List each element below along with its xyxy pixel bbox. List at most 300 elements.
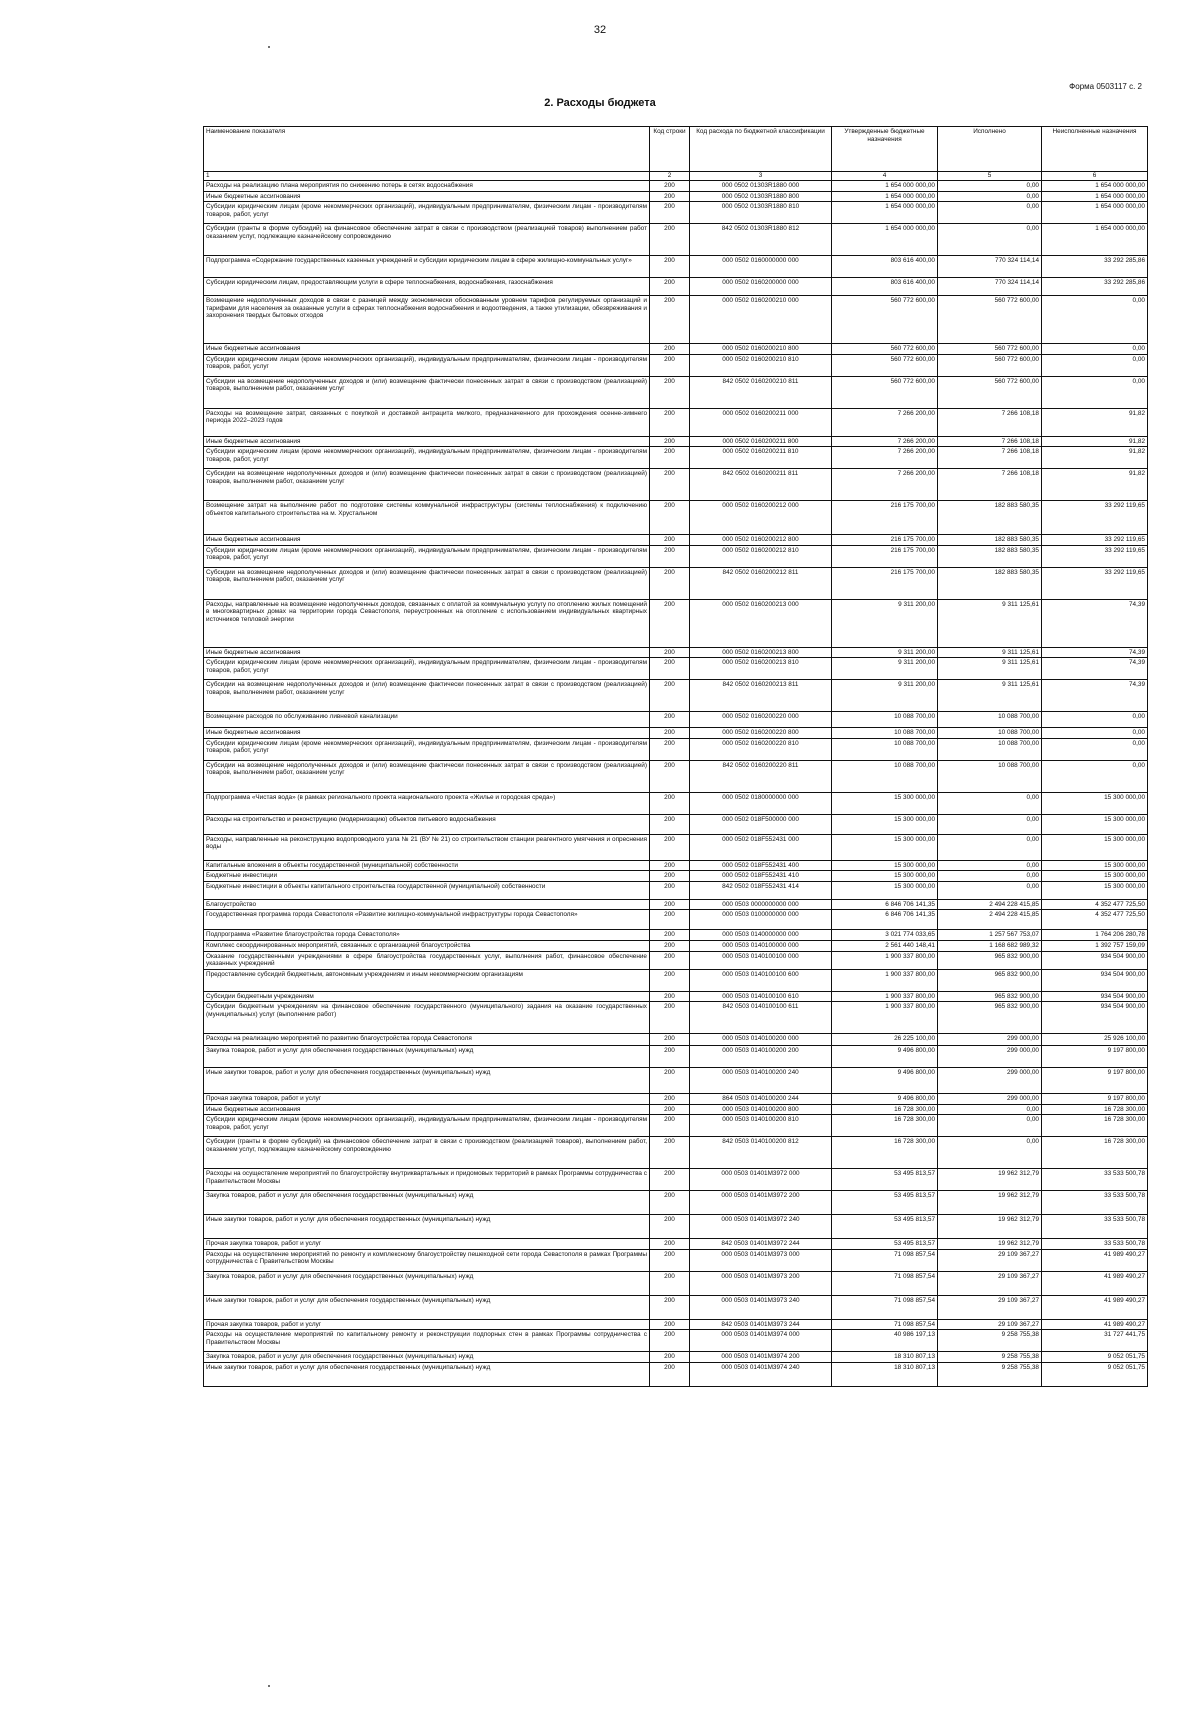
row-remaining: 33 292 285,86 — [1042, 256, 1148, 278]
row-remaining: 4 352 477 725,50 — [1042, 910, 1148, 930]
row-approved: 15 300 000,00 — [832, 834, 938, 860]
row-approved: 560 772 600,00 — [832, 296, 938, 344]
row-remaining: 41 989 490,27 — [1042, 1249, 1148, 1271]
row-remaining: 74,39 — [1042, 599, 1148, 647]
table-row — [204, 951, 1148, 969]
table-row — [204, 224, 1148, 256]
row-approved: 803 616 400,00 — [832, 278, 938, 296]
row-approved: 15 300 000,00 — [832, 814, 938, 834]
table-row — [204, 991, 1148, 1002]
row-name: Закупка товаров, работ и услуг для обеспечения государственных (муниципальных) нужд — [204, 1191, 650, 1215]
row-approved: 9 496 800,00 — [832, 1046, 938, 1068]
row-approved: 1 900 337 800,00 — [832, 991, 938, 1002]
row-approved: 71 098 857,54 — [832, 1271, 938, 1295]
table-row — [204, 1002, 1148, 1034]
row-approved: 16 728 300,00 — [832, 1137, 938, 1169]
row-name: Субсидии юридическим лицам (кроме некоммерческих организаций), индивидуальным предпринимателям, физическим лицам - производителям товаров, работ, услуг — [204, 202, 650, 224]
row-executed: 0,00 — [938, 191, 1042, 202]
row-line-code: 200 — [650, 1319, 690, 1330]
row-executed: 9 311 125,61 — [938, 599, 1042, 647]
row-executed: 299 000,00 — [938, 1046, 1042, 1068]
row-name: Субсидии юридическим лицам (кроме некоммерческих организаций), индивидуальным предпринимателям, физическим лицам - производителям товаров, работ, услуг — [204, 1115, 650, 1137]
row-executed: 0,00 — [938, 792, 1042, 814]
row-approved: 9 311 200,00 — [832, 647, 938, 658]
row-name: Расходы на возмещение затрат, связанных с покупкой и доставкой антрацита мелкого, предназначенного для прохождения осенне-зимнего периода 2022–2023 годов — [204, 408, 650, 436]
row-name: Иные закупки товаров, работ и услуг для обеспечения государственных (муниципальных) нужд — [204, 1215, 650, 1239]
row-remaining: 0,00 — [1042, 354, 1148, 376]
row-executed: 29 109 367,27 — [938, 1271, 1042, 1295]
row-approved: 71 098 857,54 — [832, 1319, 938, 1330]
row-line-code: 200 — [650, 1352, 690, 1363]
table-row — [204, 1239, 1148, 1250]
row-line-code: 200 — [650, 1362, 690, 1386]
row-name: Иные закупки товаров, работ и услуг для обеспечения государственных (муниципальных) нужд — [204, 1068, 650, 1094]
table-row — [204, 1068, 1148, 1094]
table-row — [204, 469, 1148, 501]
header-classification-code: Код расхода по бюджетной классификации — [690, 127, 832, 172]
row-classification-code: 842 0502 0160200210 811 — [690, 376, 832, 408]
row-approved: 15 300 000,00 — [832, 792, 938, 814]
row-executed: 29 109 367,27 — [938, 1249, 1042, 1271]
row-executed: 299 000,00 — [938, 1034, 1042, 1046]
row-line-code: 200 — [650, 899, 690, 910]
row-approved: 1 654 000 000,00 — [832, 181, 938, 192]
row-executed: 182 883 580,35 — [938, 545, 1042, 567]
row-executed: 0,00 — [938, 181, 1042, 192]
row-classification-code: 000 0502 018F552431 000 — [690, 834, 832, 860]
scan-mark — [268, 1685, 270, 1687]
row-classification-code: 000 0502 01303R1880 810 — [690, 202, 832, 224]
row-approved: 3 021 774 033,65 — [832, 930, 938, 941]
row-classification-code: 000 0502 0160200210 000 — [690, 296, 832, 344]
row-approved: 9 311 200,00 — [832, 599, 938, 647]
table-row — [204, 792, 1148, 814]
table-row — [204, 728, 1148, 739]
row-remaining: 33 533 500,78 — [1042, 1239, 1148, 1250]
row-remaining: 934 504 900,00 — [1042, 1002, 1148, 1034]
table-row — [204, 1215, 1148, 1239]
table-row — [204, 501, 1148, 535]
row-executed: 965 832 900,00 — [938, 991, 1042, 1002]
row-line-code: 200 — [650, 535, 690, 546]
row-name: Субсидии на возмещение недополученных доходов и (или) возмещение фактически понесенных затрат в связи с производством (реализацией) товаров, выполнением работ, оказанием услуг — [204, 680, 650, 712]
row-remaining: 9 052 051,75 — [1042, 1352, 1148, 1363]
row-executed: 560 772 600,00 — [938, 296, 1042, 344]
row-approved: 18 310 807,13 — [832, 1352, 938, 1363]
table-row — [204, 871, 1148, 882]
row-approved: 15 300 000,00 — [832, 860, 938, 871]
row-remaining: 41 989 490,27 — [1042, 1271, 1148, 1295]
row-classification-code: 000 0502 0160200220 810 — [690, 738, 832, 760]
row-line-code: 200 — [650, 834, 690, 860]
row-classification-code: 000 0503 01401M3972 200 — [690, 1191, 832, 1215]
row-classification-code: 000 0503 0140100200 000 — [690, 1034, 832, 1046]
column-number-row — [204, 172, 1148, 181]
row-classification-code: 000 0502 0160200213 810 — [690, 658, 832, 680]
table-row — [204, 535, 1148, 546]
row-name: Субсидии (гранты в форме субсидий) на финансовое обеспечение затрат в связи с производством (реализацией товаров) выполнением работ оказанием услуг, подлежащие казначейскому сопровождению — [204, 224, 650, 256]
column-number: 6 — [1042, 172, 1148, 181]
row-name: Капитальные вложения в объекты государственной (муниципальной) собственности — [204, 860, 650, 871]
header-approved: Утвержденные бюджетные назначения — [832, 127, 938, 172]
row-classification-code: 000 0502 0160200220 000 — [690, 712, 832, 728]
row-name: Субсидии юридическим лицам (кроме некоммерческих организаций), индивидуальным предпринимателям, физическим лицам - производителям товаров, работ, услуг — [204, 447, 650, 469]
row-classification-code: 000 0503 0140100200 200 — [690, 1046, 832, 1068]
row-line-code: 200 — [650, 1002, 690, 1034]
row-classification-code: 000 0502 0160200000 000 — [690, 278, 832, 296]
row-classification-code: 000 0503 01401M3972 000 — [690, 1169, 832, 1191]
row-name: Субсидии на возмещение недополученных доходов и (или) возмещение фактически понесенных затрат в связи с производством (реализацией) товаров, выполнением работ, оказанием услуг — [204, 567, 650, 599]
row-classification-code: 000 0502 0160200210 800 — [690, 344, 832, 355]
row-approved: 9 496 800,00 — [832, 1068, 938, 1094]
row-approved: 15 300 000,00 — [832, 871, 938, 882]
row-remaining: 4 352 477 725,50 — [1042, 899, 1148, 910]
column-number: 4 — [832, 172, 938, 181]
table-row — [204, 1094, 1148, 1105]
row-remaining: 16 728 300,00 — [1042, 1104, 1148, 1115]
row-approved: 7 266 200,00 — [832, 436, 938, 447]
row-approved: 1 654 000 000,00 — [832, 191, 938, 202]
table-row — [204, 1319, 1148, 1330]
row-approved: 7 266 200,00 — [832, 447, 938, 469]
row-executed: 9 311 125,61 — [938, 680, 1042, 712]
row-line-code: 200 — [650, 469, 690, 501]
row-name: Комплекс скоординированных мероприятий, связанных с организацией благоустройства — [204, 941, 650, 952]
row-line-code: 200 — [650, 1191, 690, 1215]
table-row — [204, 567, 1148, 599]
row-executed: 965 832 900,00 — [938, 1002, 1042, 1034]
row-remaining: 15 300 000,00 — [1042, 860, 1148, 871]
row-line-code: 200 — [650, 910, 690, 930]
header-executed: Исполнено — [938, 127, 1042, 172]
row-classification-code: 842 0503 0140100200 812 — [690, 1137, 832, 1169]
row-approved: 1 654 000 000,00 — [832, 202, 938, 224]
row-classification-code: 000 0503 0140100200 800 — [690, 1104, 832, 1115]
row-line-code: 200 — [650, 1249, 690, 1271]
row-executed: 0,00 — [938, 1104, 1042, 1115]
row-classification-code: 000 0503 0140100200 240 — [690, 1068, 832, 1094]
form-reference: Форма 0503117 с. 2 — [1069, 82, 1142, 91]
row-executed: 0,00 — [938, 881, 1042, 899]
row-classification-code: 000 0502 0160200210 810 — [690, 354, 832, 376]
table-row — [204, 181, 1148, 192]
row-line-code: 200 — [650, 599, 690, 647]
row-remaining: 1 654 000 000,00 — [1042, 191, 1148, 202]
row-name: Закупка товаров, работ и услуг для обеспечения государственных (муниципальных) нужд — [204, 1046, 650, 1068]
row-name: Иные бюджетные ассигнования — [204, 191, 650, 202]
row-remaining: 91,82 — [1042, 436, 1148, 447]
row-remaining: 91,82 — [1042, 469, 1148, 501]
row-line-code: 200 — [650, 1115, 690, 1137]
table-row — [204, 881, 1148, 899]
row-name: Расходы на осуществление мероприятий по благоустройству внутриквартальных и придомовых территорий в рамках Программы сотрудничества с Правительством Москвы — [204, 1169, 650, 1191]
row-line-code: 200 — [650, 1239, 690, 1250]
row-name: Возмещение расходов по обслуживанию ливневой канализации — [204, 712, 650, 728]
row-executed: 1 257 567 753,07 — [938, 930, 1042, 941]
table-row — [204, 969, 1148, 991]
table-row — [204, 436, 1148, 447]
page-title: 2. Расходы бюджета — [544, 97, 656, 109]
row-name: Субсидии бюджетным учреждениям — [204, 991, 650, 1002]
table-row — [204, 1191, 1148, 1215]
row-remaining: 0,00 — [1042, 296, 1148, 344]
row-name: Иные закупки товаров, работ и услуг для обеспечения государственных (муниципальных) нужд — [204, 1362, 650, 1386]
row-remaining: 1 654 000 000,00 — [1042, 202, 1148, 224]
row-approved: 9 311 200,00 — [832, 680, 938, 712]
table-row — [204, 760, 1148, 792]
row-remaining: 91,82 — [1042, 408, 1148, 436]
row-approved: 53 495 813,57 — [832, 1191, 938, 1215]
row-approved: 1 654 000 000,00 — [832, 224, 938, 256]
row-line-code: 200 — [650, 860, 690, 871]
row-remaining: 934 504 900,00 — [1042, 991, 1148, 1002]
row-remaining: 9 052 051,75 — [1042, 1362, 1148, 1386]
row-line-code: 200 — [650, 278, 690, 296]
row-remaining: 1 392 757 159,09 — [1042, 941, 1148, 952]
row-name: Расходы, направленные на реконструкцию водопроводного узла № 21 (ВУ № 21) со строительством станции реагентного умягчения и опреснения воды — [204, 834, 650, 860]
row-line-code: 200 — [650, 1068, 690, 1094]
row-executed: 10 088 700,00 — [938, 760, 1042, 792]
row-executed: 9 258 755,38 — [938, 1362, 1042, 1386]
row-approved: 16 728 300,00 — [832, 1104, 938, 1115]
row-line-code: 200 — [650, 436, 690, 447]
table-row — [204, 910, 1148, 930]
row-classification-code: 000 0502 01303R1880 000 — [690, 181, 832, 192]
row-classification-code: 842 0503 0140100100 611 — [690, 1002, 832, 1034]
column-number: 2 — [650, 172, 690, 181]
row-approved: 7 266 200,00 — [832, 469, 938, 501]
row-approved: 71 098 857,54 — [832, 1249, 938, 1271]
row-executed: 0,00 — [938, 871, 1042, 882]
row-name: Прочая закупка товаров, работ и услуг — [204, 1239, 650, 1250]
row-remaining: 0,00 — [1042, 344, 1148, 355]
row-name: Расходы на реализацию плана мероприятия по снижению потерь в сетях водоснабжения — [204, 181, 650, 192]
row-classification-code: 000 0502 018F500000 000 — [690, 814, 832, 834]
row-approved: 560 772 600,00 — [832, 344, 938, 355]
row-classification-code: 000 0503 01401M3974 000 — [690, 1330, 832, 1352]
row-line-code: 200 — [650, 224, 690, 256]
row-line-code: 200 — [650, 712, 690, 728]
row-remaining: 0,00 — [1042, 738, 1148, 760]
row-executed: 7 266 108,18 — [938, 436, 1042, 447]
row-executed: 0,00 — [938, 814, 1042, 834]
table-row — [204, 344, 1148, 355]
row-classification-code: 000 0502 018F552431 410 — [690, 871, 832, 882]
row-line-code: 200 — [650, 408, 690, 436]
row-classification-code: 842 0502 01303R1880 812 — [690, 224, 832, 256]
row-name: Оказание государственными учреждениями в сфере благоустройства государственных услуг, выполнения работ, финансовое обеспечение указанных учреждений — [204, 951, 650, 969]
row-name: Возмещение недополученных доходов в связи с разницей между экономически обоснованным уровнем тарифов регулируемых организаций и тарифами для населения за оказанные услуги в сферах теплоснабжения водоснабжения и водоотведения, а также утилизации, обезвреживания и захоронения твердых бытовых отходов — [204, 296, 650, 344]
row-line-code: 200 — [650, 256, 690, 278]
row-line-code: 200 — [650, 728, 690, 739]
table-row — [204, 1295, 1148, 1319]
row-executed: 2 494 228 415,85 — [938, 899, 1042, 910]
row-line-code: 200 — [650, 181, 690, 192]
table-row — [204, 899, 1148, 910]
row-remaining: 0,00 — [1042, 712, 1148, 728]
table-row — [204, 1330, 1148, 1352]
row-name: Иные бюджетные ассигнования — [204, 344, 650, 355]
table-row — [204, 1249, 1148, 1271]
row-line-code: 200 — [650, 647, 690, 658]
row-line-code: 200 — [650, 1169, 690, 1191]
row-classification-code: 000 0503 01401M3974 240 — [690, 1362, 832, 1386]
row-remaining: 33 292 119,65 — [1042, 535, 1148, 546]
row-name: Субсидии юридическим лицам (кроме некоммерческих организаций), индивидуальным предпринимателям, физическим лицам - производителям товаров, работ, услуг — [204, 545, 650, 567]
row-line-code: 200 — [650, 447, 690, 469]
row-name: Иные бюджетные ассигнования — [204, 728, 650, 739]
row-name: Расходы, направленные на возмещение недополученных доходов, связанных с оплатой за коммунальную услугу по отоплению жилых помещений в многоквартирных домах на территории города Севастополя, переустроенных на отопление с использованием индивидуальных квартирных источников тепловой энергии — [204, 599, 650, 647]
row-name: Государственная программа города Севастополя «Развитие жилищно-коммунальной инфраструктуры города Севастополя» — [204, 910, 650, 930]
row-approved: 53 495 813,57 — [832, 1169, 938, 1191]
row-executed: 10 088 700,00 — [938, 728, 1042, 739]
header-name: Наименование показателя — [204, 127, 650, 172]
row-remaining: 74,39 — [1042, 658, 1148, 680]
row-classification-code: 842 0502 0160200211 811 — [690, 469, 832, 501]
row-line-code: 200 — [650, 991, 690, 1002]
table-row — [204, 354, 1148, 376]
table-row — [204, 1104, 1148, 1115]
row-classification-code: 000 0503 0140100200 810 — [690, 1115, 832, 1137]
row-line-code: 200 — [650, 941, 690, 952]
row-line-code: 200 — [650, 1295, 690, 1319]
row-approved: 1 900 337 800,00 — [832, 951, 938, 969]
row-executed: 965 832 900,00 — [938, 951, 1042, 969]
row-executed: 19 962 312,79 — [938, 1191, 1042, 1215]
row-remaining: 15 300 000,00 — [1042, 871, 1148, 882]
table-row — [204, 256, 1148, 278]
column-number: 1 — [204, 172, 650, 181]
header-line-code: Код строки — [650, 127, 690, 172]
row-classification-code: 842 0502 0160200220 811 — [690, 760, 832, 792]
row-executed: 7 266 108,18 — [938, 469, 1042, 501]
row-executed: 19 962 312,79 — [938, 1215, 1042, 1239]
row-remaining: 74,39 — [1042, 647, 1148, 658]
row-line-code: 200 — [650, 344, 690, 355]
row-name: Расходы на осуществление мероприятий по ремонту и комплексному благоустройству пешеходной сети города Севастополя в рамках Программы сотрудничества с Правительством Москвы — [204, 1249, 650, 1271]
row-approved: 71 098 857,54 — [832, 1295, 938, 1319]
row-approved: 6 846 706 141,35 — [832, 910, 938, 930]
row-classification-code: 000 0503 0140100000 000 — [690, 941, 832, 952]
row-line-code: 200 — [650, 680, 690, 712]
row-classification-code: 842 0503 01401M3972 244 — [690, 1239, 832, 1250]
row-executed: 560 772 600,00 — [938, 376, 1042, 408]
row-classification-code: 842 0502 0160200212 811 — [690, 567, 832, 599]
row-remaining: 934 504 900,00 — [1042, 969, 1148, 991]
row-classification-code: 000 0503 0140100100 600 — [690, 969, 832, 991]
row-remaining: 33 533 500,78 — [1042, 1215, 1148, 1239]
row-executed: 7 266 108,18 — [938, 408, 1042, 436]
row-classification-code: 000 0502 018F552431 400 — [690, 860, 832, 871]
row-classification-code: 000 0502 0160200213 800 — [690, 647, 832, 658]
row-classification-code: 000 0502 0160000000 000 — [690, 256, 832, 278]
row-remaining: 33 292 119,65 — [1042, 501, 1148, 535]
row-classification-code: 000 0503 0140100100 610 — [690, 991, 832, 1002]
row-approved: 9 311 200,00 — [832, 658, 938, 680]
row-executed: 182 883 580,35 — [938, 535, 1042, 546]
row-remaining: 33 533 500,78 — [1042, 1169, 1148, 1191]
row-name: Субсидии юридическим лицам (кроме некоммерческих организаций), индивидуальным предпринимателям, физическим лицам - производителям товаров, работ, услуг — [204, 658, 650, 680]
row-remaining: 16 728 300,00 — [1042, 1137, 1148, 1169]
table-row — [204, 545, 1148, 567]
row-line-code: 200 — [650, 871, 690, 882]
row-executed: 0,00 — [938, 202, 1042, 224]
row-approved: 53 495 813,57 — [832, 1239, 938, 1250]
row-approved: 560 772 600,00 — [832, 354, 938, 376]
row-approved: 18 310 807,13 — [832, 1362, 938, 1386]
table-row — [204, 1271, 1148, 1295]
row-name: Подпрограмма «Чистая вода» (в рамках регионального проекта национального проекта «Жилье и городская среда») — [204, 792, 650, 814]
row-remaining: 0,00 — [1042, 760, 1148, 792]
table-row — [204, 599, 1148, 647]
row-name: Закупка товаров, работ и услуг для обеспечения государственных (муниципальных) нужд — [204, 1271, 650, 1295]
table-row — [204, 1046, 1148, 1068]
row-name: Расходы на осуществление мероприятий по капитальному ремонту и реконструкции подпорных стен в рамках Программы сотрудничества с Правительством Москвы — [204, 1330, 650, 1352]
row-classification-code: 000 0503 01401M3973 240 — [690, 1295, 832, 1319]
row-remaining: 33 292 285,86 — [1042, 278, 1148, 296]
column-number: 3 — [690, 172, 832, 181]
table-row — [204, 296, 1148, 344]
row-executed: 560 772 600,00 — [938, 344, 1042, 355]
row-name: Расходы на реализацию мероприятий по развитию благоустройства города Севастополя — [204, 1034, 650, 1046]
row-name: Бюджетные инвестиции — [204, 871, 650, 882]
row-approved: 2 561 440 148,41 — [832, 941, 938, 952]
scan-mark — [268, 46, 270, 48]
page-number: 32 — [593, 24, 607, 36]
expenditure-table — [203, 126, 1148, 1387]
table-row — [204, 941, 1148, 952]
row-executed: 9 258 755,38 — [938, 1330, 1042, 1352]
row-remaining: 0,00 — [1042, 376, 1148, 408]
row-name: Предоставление субсидий бюджетным, автономным учреждениям и иным некоммерческим организациям — [204, 969, 650, 991]
row-line-code: 200 — [650, 1215, 690, 1239]
row-line-code: 200 — [650, 1330, 690, 1352]
row-remaining: 33 533 500,78 — [1042, 1191, 1148, 1215]
row-classification-code: 842 0502 018F552431 414 — [690, 881, 832, 899]
row-remaining: 1 654 000 000,00 — [1042, 224, 1148, 256]
row-name: Иные бюджетные ассигнования — [204, 436, 650, 447]
row-name: Возмещение затрат на выполнение работ по подготовке системы коммунальной инфраструктуры (системы теплоснабжения) к подключению объектов капитального строительства на м. Хрустальном — [204, 501, 650, 535]
row-remaining: 9 197 800,00 — [1042, 1046, 1148, 1068]
table-row — [204, 738, 1148, 760]
table-row — [204, 712, 1148, 728]
row-approved: 1 900 337 800,00 — [832, 969, 938, 991]
table-row — [204, 860, 1148, 871]
row-line-code: 200 — [650, 881, 690, 899]
row-executed: 770 324 114,14 — [938, 278, 1042, 296]
row-line-code: 200 — [650, 501, 690, 535]
row-classification-code: 000 0502 0160200212 000 — [690, 501, 832, 535]
row-executed: 7 266 108,18 — [938, 447, 1042, 469]
row-line-code: 200 — [650, 1046, 690, 1068]
row-executed: 182 883 580,35 — [938, 501, 1042, 535]
table-row — [204, 1169, 1148, 1191]
row-remaining: 31 727 441,75 — [1042, 1330, 1148, 1352]
row-approved: 10 088 700,00 — [832, 760, 938, 792]
row-line-code: 200 — [650, 567, 690, 599]
row-approved: 16 728 300,00 — [832, 1115, 938, 1137]
row-remaining: 41 989 490,27 — [1042, 1319, 1148, 1330]
row-remaining: 16 728 300,00 — [1042, 1115, 1148, 1137]
row-approved: 10 088 700,00 — [832, 738, 938, 760]
row-name: Субсидии юридическим лицам (кроме некоммерческих организаций), индивидуальным предпринимателям, физическим лицам - производителям товаров, работ, услуг — [204, 738, 650, 760]
row-line-code: 200 — [650, 930, 690, 941]
table-row — [204, 408, 1148, 436]
row-remaining: 9 197 800,00 — [1042, 1068, 1148, 1094]
row-approved: 40 986 197,13 — [832, 1330, 938, 1352]
table-row — [204, 680, 1148, 712]
row-name: Субсидии юридическим лицам, предоставляющим услуги в сфере теплоснабжения, водоснабжения, газоснабжения — [204, 278, 650, 296]
